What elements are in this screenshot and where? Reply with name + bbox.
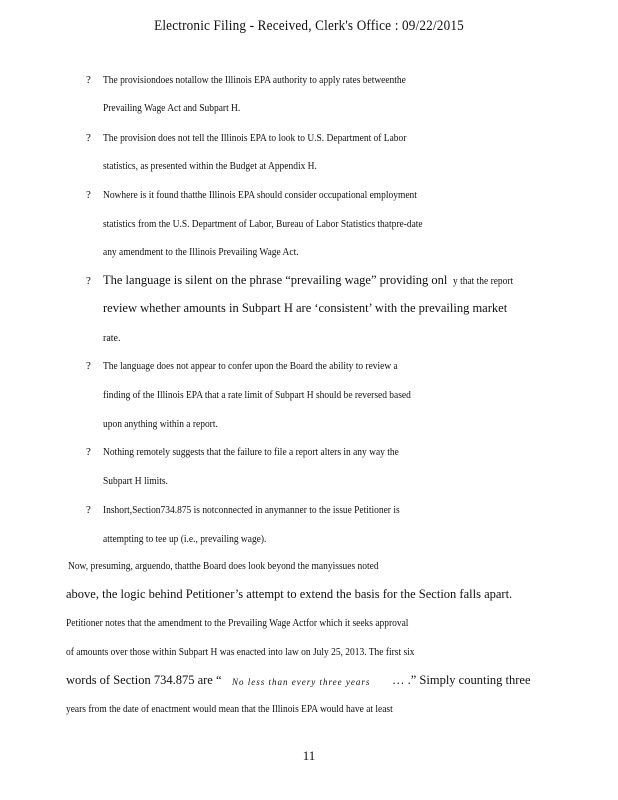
bullet-3-line-1: Nowhere is it found thatthe Illinois EPA should consider occupational employment	[103, 189, 417, 201]
bullet-2-line-2: statistics, as presented within the Budget at Appendix H.	[103, 160, 317, 172]
paragraph-line-6: years from the date of enactment would mean that the Illinois EPA would have at least	[66, 703, 393, 715]
bullet-marker: ?	[86, 189, 91, 201]
paragraph-line-5-end: … .” Simply counting three	[392, 673, 531, 687]
bullet-1-line-1: The provisiondoes notallow the Illinois EPA authority to apply rates betweenthe	[103, 74, 406, 86]
bullet-7-line-1: Inshort,Section734.875 is notconnected in anymanner to the issue Petitioner is	[103, 504, 400, 516]
paragraph-line-5-start: words of Section 734.875 are “	[66, 673, 222, 687]
bullet-5-line-3: upon anything within a report.	[103, 418, 218, 430]
bullet-3-line-3: any amendment to the Illinois Prevailing Wage Act.	[103, 246, 299, 258]
filing-header: Electronic Filing - Received, Clerk's Office : 09/22/2015	[154, 18, 464, 34]
bullet-marker: ?	[86, 275, 91, 287]
page-number: 11	[302, 748, 316, 763]
bullet-marker: ?	[86, 132, 91, 144]
bullet-2-line-1: The provision does not tell the Illinois EPA to look to U.S. Department of Labor	[103, 132, 407, 144]
bullet-3-line-2: statistics from the U.S. Department of Labor, Bureau of Labor Statistics thatpre-date	[103, 218, 423, 230]
bullet-marker: ?	[86, 504, 91, 516]
bullet-6-line-1: Nothing remotely suggests that the failure to file a report alters in any way the	[103, 446, 399, 458]
bullet-marker: ?	[86, 446, 91, 458]
paragraph-line-4: of amounts over those within Subpart H was enacted into law on July 25, 2013. The first six	[66, 646, 415, 658]
bullet-4-line-3: rate.	[103, 333, 121, 344]
bullet-marker: ?	[86, 74, 91, 86]
paragraph-line-5-quote: No less than every three years	[232, 677, 371, 687]
paragraph-line-2: above, the logic behind Petitioner’s attempt to extend the basis for the Section falls apart.	[66, 587, 513, 601]
bullet-1-line-2: Prevailing Wage Act and Subpart H.	[103, 102, 241, 114]
bullet-marker: ?	[86, 360, 91, 372]
paragraph-line-1: Now, presuming, arguendo, thatthe Board does look beyond the manyissues noted	[68, 560, 379, 572]
bullet-7-line-2: attempting to tee up (i.e., prevailing wage).	[103, 533, 267, 545]
bullet-4-line-1: The language is silent on the phrase “prevailing wage” providing onl	[103, 273, 448, 287]
bullet-4-line-2: review whether amounts in Subpart H are ‘consistent’ with the prevailing market	[103, 301, 508, 315]
bullet-6-line-2: Subpart H limits.	[103, 475, 168, 487]
bullet-5-line-1: The language does not appear to confer upon the Board the ability to review a	[103, 360, 398, 372]
paragraph-line-3: Petitioner notes that the amendment to the Prevailing Wage Actfor which it seeks approval	[66, 617, 409, 629]
bullet-5-line-2: finding of the Illinois EPA that a rate limit of Subpart H should be reversed based	[103, 389, 411, 401]
bullet-4-line-1-tail: y that the report	[453, 275, 514, 287]
